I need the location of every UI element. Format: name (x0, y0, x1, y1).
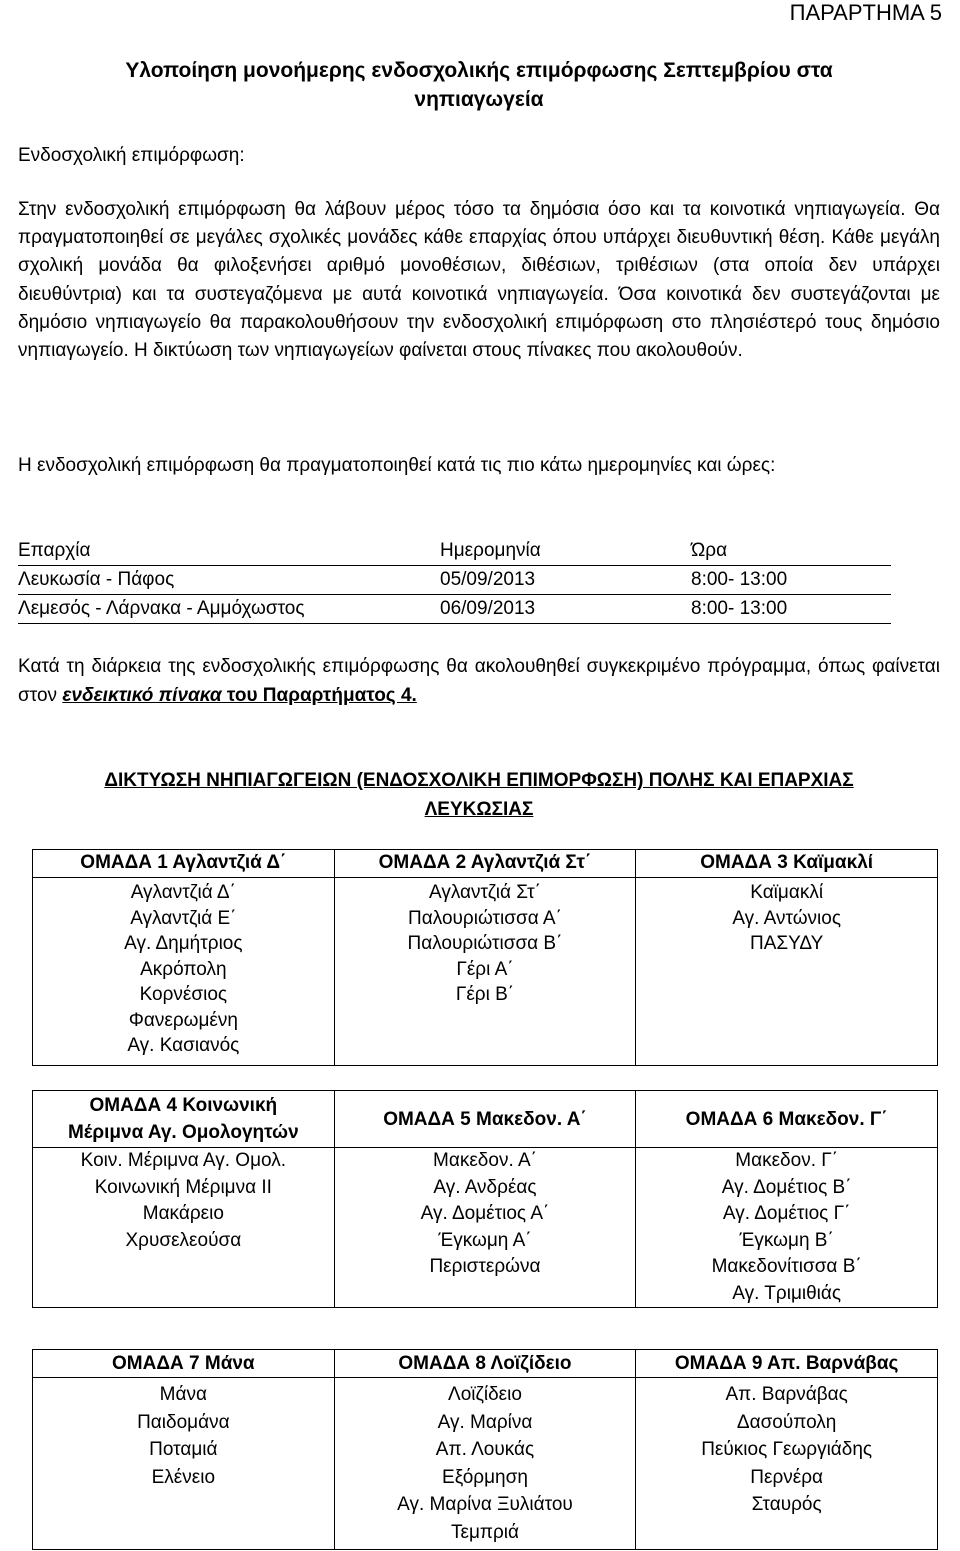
group-1-title: ΟΜΑΔΑ 1 Αγλαντζιά Δ΄ (33, 850, 335, 878)
network-title-line-2: ΛΕΥΚΩΣΙΑΣ (424, 799, 534, 820)
group-3-title: ΟΜΑΔΑ 3 Καϊμακλί (636, 850, 938, 878)
school-item: Αγλαντζιά Ε΄ (130, 907, 237, 929)
schedule-row (18, 595, 891, 624)
intro-paragraph: Στην ενδοσχολική επιμόρφωση θα λάβουν μέρος τόσο τα δημόσια όσο και τα κοινοτικά νηπιαγωγεία. Θα πραγματοποιηθεί σε μεγάλες σχολικές μονάδες κάθε επαρχίας όπου υπάρχει διευθυντική θέση. Κάθε μεγάλη σχολική μονάδα θα φιλοξενήσει αριθμό μονοθέσιων, διθέσιων, τριθέσιων (στα οποία δεν υπάρχει διευθύντρια) και τα συστεγαζόμενα με αυτά κοινοτικά νηπιαγωγεία. Όσα κοινοτικά δεν συστεγάζονται με δημόσιο νηπιαγωγείο θα παρακολουθήσουν την ενδοσχολική επιμόρφωση στο πλησιέστερό τους δημόσιο νηπιαγωγείο. Η δικτύωση των νηπιαγωγείων φαίνεται στους πίνακες που ακολουθούν. (18, 199, 940, 362)
group-2-schools (334, 878, 636, 1066)
school-item: Αγ. Δομέτιος Γ΄ (722, 1203, 851, 1224)
school-item: Αγ. Μαρίνα (437, 1411, 533, 1433)
group-table-2 (32, 1090, 938, 1308)
group-7-title: ΟΜΑΔΑ 7 Μάνα (33, 1350, 335, 1378)
school-item: Αγ. Δημήτριος (124, 933, 243, 954)
indicative-table-link[interactable]: ενδεικτικό πίνακα (62, 685, 222, 706)
schedule-header-cell: Ημερομηνία (440, 537, 691, 566)
schedule-cell: Λεμεσός - Λάρνακα - Αμμόχωστος (18, 595, 440, 624)
school-item: Περιστερώνα (429, 1256, 541, 1277)
school-item: Μακεδον. Α΄ (433, 1150, 537, 1171)
school-item: Αγ. Δομέτιος Α΄ (420, 1203, 550, 1224)
school-item: Σταυρός (751, 1494, 822, 1515)
subheading: Ενδοσχολική επιμόρφωση: (18, 145, 245, 166)
title-line-1: Υλοποίηση μονοήμερης ενδοσχολικής επιμόρφωσης Σεπτεμβρίου στα (125, 59, 833, 82)
school-item: Κοιν. Μέριμνα Αγ. Ομολ. (80, 1150, 287, 1171)
schedule-cell: 8:00- 13:00 (691, 595, 891, 624)
school-item: Φανερωμένη (128, 1009, 238, 1031)
school-item: Μακεδον. Γ΄ (735, 1150, 839, 1171)
appendix-4-link[interactable]: του Παραρτήματος 4. (221, 685, 417, 706)
school-item: Μακεδονίτισσα Β΄ (711, 1256, 862, 1277)
schedule-header-cell: Ώρα (691, 537, 891, 566)
schedule-header-cell: Επαρχία (18, 537, 440, 566)
group-table-1 (32, 849, 938, 1066)
school-item: Εξόρμηση (442, 1466, 528, 1488)
schedule-header-row (18, 537, 891, 566)
group-body-row (33, 878, 938, 1066)
group-2-title: ΟΜΑΔΑ 2 Αγλαντζιά Στ΄ (334, 850, 636, 878)
school-item: Αγ. Κασιανός (127, 1035, 240, 1056)
school-item: Γέρι Α΄ (456, 958, 514, 980)
program-text: Κατά τη διάρκεια της ενδοσχολικής επιμόρφωσης θα ακολουθηθεί συγκεκριμένο πρόγραμμα, όπως φαίνεται στον (18, 656, 940, 706)
school-item: ΠΑΣΥΔΥ (749, 933, 824, 954)
group-8-title: ΟΜΑΔΑ 8 Λοϊζίδειο (334, 1350, 636, 1378)
school-item: Παιδομάνα (137, 1411, 230, 1433)
group-4-schools (33, 1148, 335, 1308)
schedule-cell: 06/09/2013 (440, 595, 691, 624)
school-item: Αγ. Μαρίνα Ξυλιάτου (397, 1494, 573, 1515)
school-item: Αγ. Αντώνιος (732, 907, 841, 929)
school-item: Αγλαντζιά Στ΄ (429, 882, 541, 903)
school-item: Μακάρειο (142, 1203, 224, 1224)
school-item: Παλουριώτισσα Α΄ (408, 907, 562, 929)
network-title-line-1: ΔΙΚΤΥΩΣΗ ΝΗΠΙΑΓΩΓΕΙΩΝ (ΕΝΔΟΣΧΟΛΙΚΗ ΕΠΙΜΟΡΦΩΣΗ) ΠΟΛΗΣ ΚΑΙ ΕΠΑΡΧΙΑΣ (104, 770, 854, 791)
school-item: Έγκωμη Α΄ (438, 1229, 532, 1251)
group-3-schools (636, 878, 938, 1066)
group-9-schools (636, 1378, 938, 1550)
school-item: Πεύκιος Γεωργιάδης (701, 1439, 873, 1460)
school-item: Αγ. Τριμιθιάς (732, 1282, 842, 1304)
document-title (20, 56, 938, 114)
network-title (20, 766, 938, 824)
group-table-3 (32, 1349, 938, 1550)
group-body-row (33, 1378, 938, 1550)
school-item: Απ. Βαρνάβας (725, 1384, 848, 1405)
schedule-cell: 8:00- 13:00 (691, 566, 891, 595)
group-5-title: ΟΜΑΔΑ 5 Μακεδον. Α΄ (334, 1091, 636, 1148)
group-9-title: ΟΜΑΔΑ 9 Απ. Βαρνάβας (636, 1350, 938, 1378)
school-item: Απ. Λουκάς (435, 1439, 535, 1460)
school-item: Λοϊζίδειο (448, 1384, 522, 1405)
school-item: Ελένειο (151, 1466, 216, 1488)
school-item: Μάνα (159, 1384, 207, 1405)
group-7-schools (33, 1378, 335, 1550)
school-item: Αγλαντζιά Δ΄ (130, 882, 236, 903)
dates-paragraph: Η ενδοσχολική επιμόρφωση θα πραγματοποιηθεί κατά τις πιο κάτω ημερομηνίες και ώρες: (18, 455, 776, 476)
program-paragraph (18, 652, 940, 710)
group-header-row (33, 1350, 938, 1378)
school-item: Τεμπριά (450, 1521, 520, 1543)
school-item: Παλουριώτισσα Β΄ (407, 933, 563, 954)
schedule-row (18, 566, 891, 595)
school-item: Κορνέσιος (139, 984, 228, 1005)
appendix-label: ΠΑΡΑΡΤΗΜΑ 5 (789, 0, 942, 25)
group-header-row (33, 1091, 938, 1148)
schedule-cell: 05/09/2013 (440, 566, 691, 595)
schedule-cell: Λευκωσία - Πάφος (18, 566, 440, 595)
school-item: Καϊμακλί (750, 882, 824, 903)
group-4-title-line-1: ΟΜΑΔΑ 4 Κοινωνική (89, 1095, 278, 1116)
group-8-schools (334, 1378, 636, 1550)
school-item: Κοινωνική Μέριμνα ΙΙ (94, 1176, 272, 1198)
school-item: Γέρι Β΄ (455, 984, 515, 1005)
school-item: Αγ. Δομέτιος Β΄ (721, 1176, 852, 1198)
school-item: Αγ. Ανδρέας (433, 1176, 537, 1198)
group-header-row (33, 850, 938, 878)
group-6-title: ΟΜΑΔΑ 6 Μακεδον. Γ΄ (636, 1091, 938, 1148)
title-line-2: νηπιαγωγεία (414, 88, 544, 111)
school-item: Ακρόπολη (140, 958, 227, 980)
group-4-title-line-2: Μέριμνα Αγ. Ομολογητών (67, 1122, 299, 1143)
group-4-title (33, 1091, 335, 1148)
school-item: Ποταμιά (149, 1439, 218, 1460)
group-body-row (33, 1148, 938, 1308)
school-item: Χρυσελεούσα (125, 1229, 242, 1251)
group-1-schools (33, 878, 335, 1066)
school-item: Δασούπολη (736, 1411, 837, 1433)
group-5-schools (334, 1148, 636, 1308)
group-6-schools (636, 1148, 938, 1308)
school-item: Περνέρα (750, 1466, 824, 1488)
schedule-table (18, 537, 891, 624)
school-item: Έγκωμη Β΄ (739, 1229, 834, 1251)
